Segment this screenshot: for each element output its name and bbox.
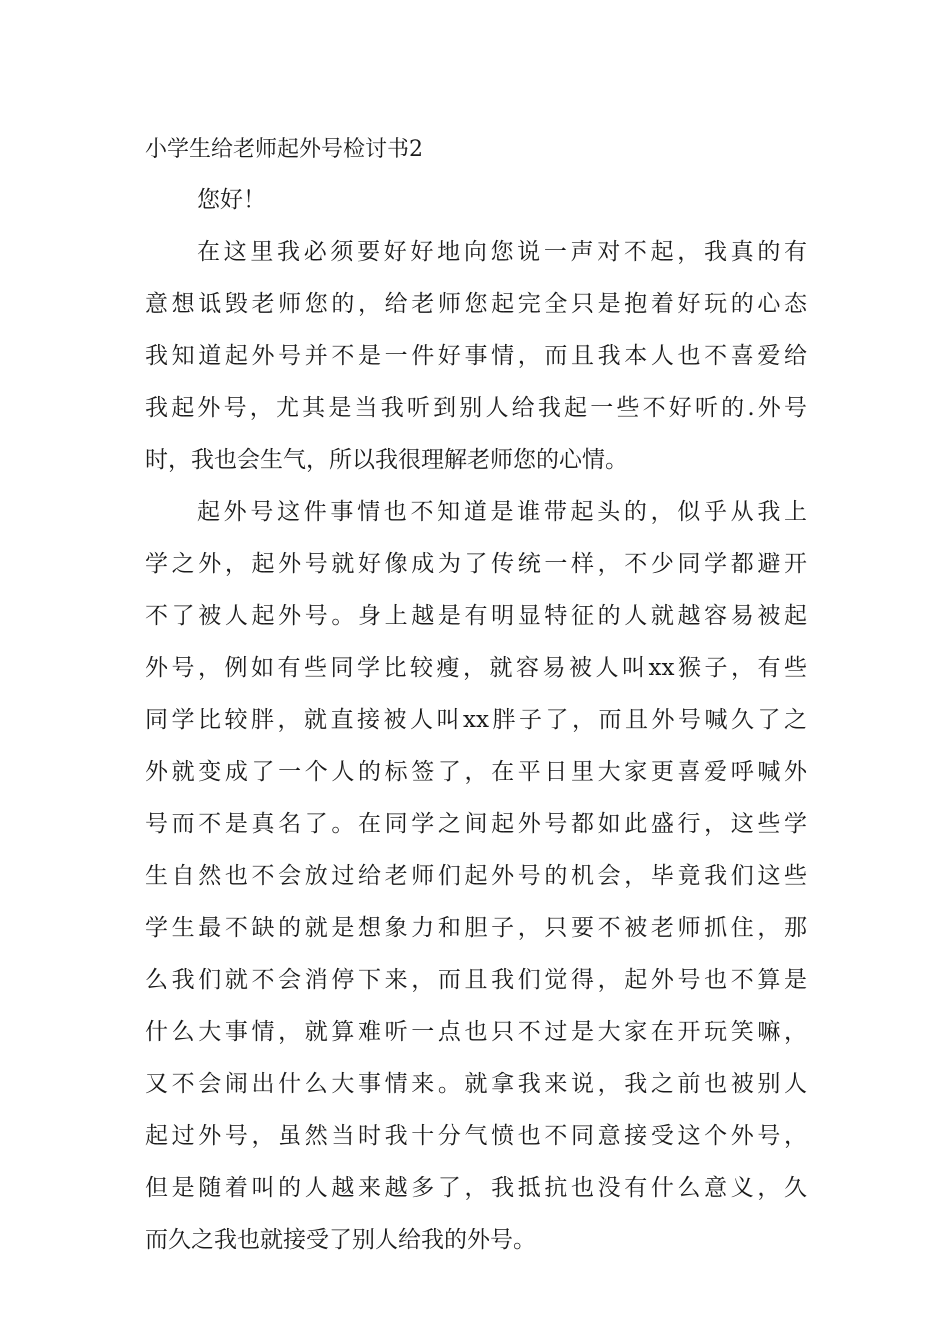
paragraph-line: 在这里我必须要好好地向您说一声对不起，我真的有 [197,239,807,265]
paragraph-line: 外号，例如有些同学比较瘦，就容易被人叫xx猴子，有些 [145,655,807,681]
paragraph-line: 同学比较胖，就直接被人叫xx胖子了，而且外号喊久了之 [145,707,807,733]
body-paragraph [145,226,807,486]
paragraph-line: 起过外号，虽然当时我十分气愤也不同意接受这个外号， [145,1123,807,1149]
greeting-line: 您好！ [197,187,266,213]
paragraph-line: 我起外号，尤其是当我听到别人给我起一些不好听的.外号 [145,395,807,421]
paragraph-line: 号而不是真名了。在同学之间起外号都如此盛行，这些学 [145,811,807,837]
paragraph-line: 学生最不缺的就是想象力和胆子，只要不被老师抓住，那 [145,915,807,941]
paragraph-line: 什么大事情，就算难听一点也只不过是大家在开玩笑嘛， [145,1019,807,1045]
paragraph-line: 但是随着叫的人越来越多了，我抵抗也没有什么意义，久 [145,1175,807,1201]
document-body [145,126,807,1266]
document-title: 小学生给老师起外号检讨书2 [145,137,423,162]
paragraph-line: 时，我也会生气，所以我很理解老师您的心情。 [145,447,628,473]
paragraph-line: 又不会闹出什么大事情来。就拿我来说，我之前也被别人 [145,1071,807,1097]
paragraph-line: 我知道起外号并不是一件好事情，而且我本人也不喜爱给 [145,343,807,369]
paragraph-line: 么我们就不会消停下来，而且我们觉得，起外号也不算是 [145,967,807,993]
paragraph-line: 起外号这件事情也不知道是谁带起头的，似乎从我上 [197,499,807,525]
paragraph-line: 学之外，起外号就好像成为了传统一样，不少同学都避开 [145,551,807,577]
paragraph-line: 而久之我也就接受了别人给我的外号。 [145,1227,536,1253]
body-paragraph [145,486,807,1266]
paragraph-line: 生自然也不会放过给老师们起外号的机会，毕竟我们这些 [145,863,807,889]
paragraph-list [145,226,807,1266]
paragraph-line: 意想诋毁老师您的，给老师您起完全只是抱着好玩的心态 [145,291,807,317]
paragraph-line: 不了被人起外号。身上越是有明显特征的人就越容易被起 [145,603,807,629]
paragraph-line: 外就变成了一个人的标签了，在平日里大家更喜爱呼喊外 [145,759,807,785]
